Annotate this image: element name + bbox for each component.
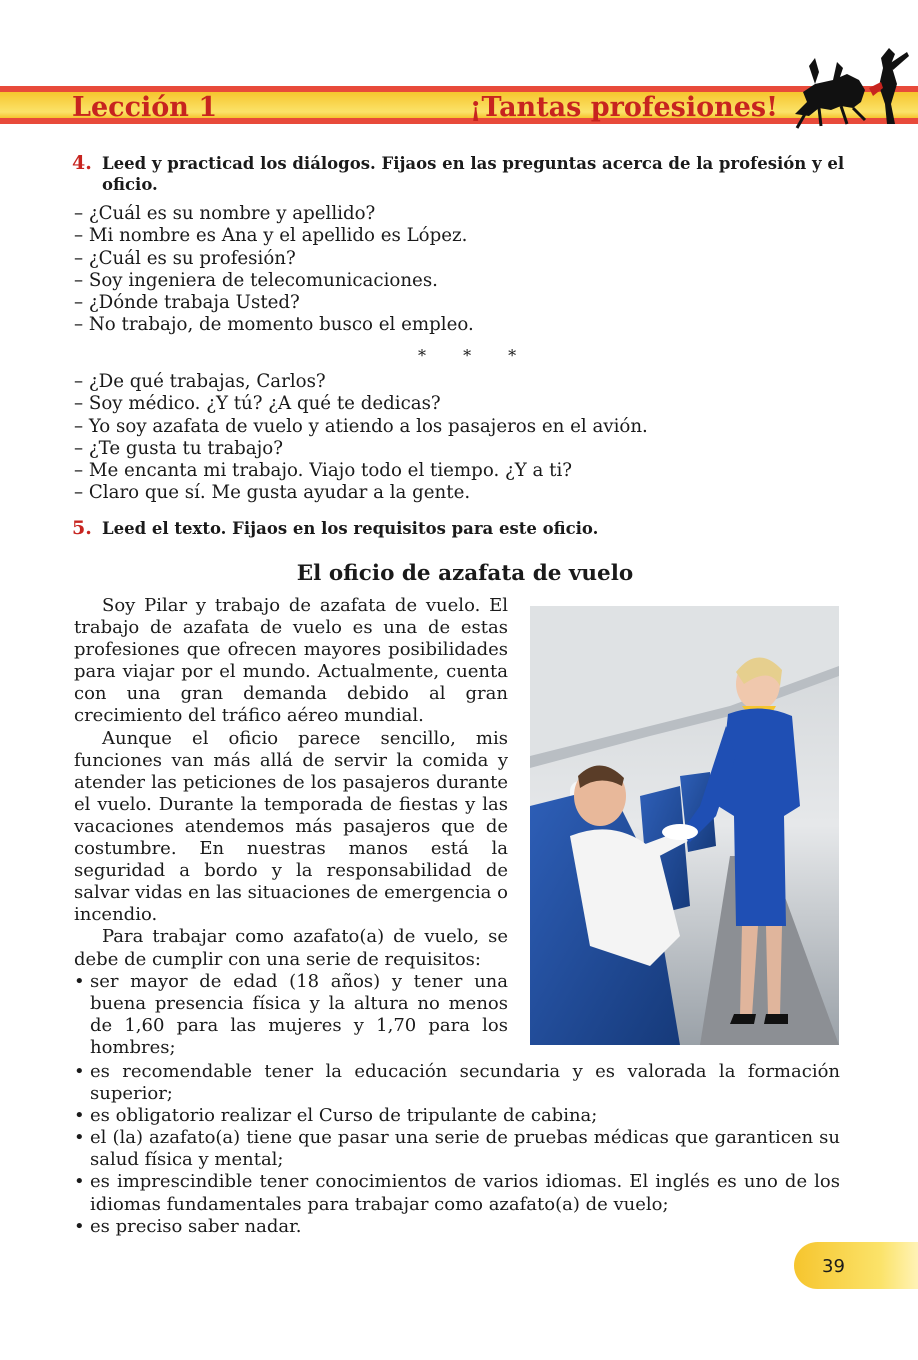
page-number-tab bbox=[794, 1242, 918, 1289]
page-number: 39 bbox=[822, 1256, 845, 1277]
dialog-line: – ¿Dónde trabaja Usted? bbox=[74, 292, 300, 314]
dialog-line: – Yo soy azafata de vuelo y atiendo a los pasajeros en el avión. bbox=[74, 415, 648, 437]
dialog-line: – Claro que sí. Me gusta ayudar a la gente. bbox=[74, 482, 471, 504]
dialog-1 bbox=[74, 203, 854, 337]
dialog-line: – ¿Cuál es su nombre y apellido? bbox=[74, 203, 376, 224]
exercise-4 bbox=[72, 153, 852, 195]
article-paragraph: Para trabajar como azafato(a) de vuelo, se debe de cumplir con una serie de requisitos: bbox=[74, 926, 508, 970]
dialog-line: – ¿Te gusta tu trabajo? bbox=[74, 437, 283, 459]
separator-asterisks: * * * bbox=[418, 346, 533, 365]
lesson-topic: ¡Tantas profesiones! bbox=[469, 92, 778, 123]
exercise-instruction: Leed y practicad los diálogos. Fijaos en las preguntas acerca de la profesión y el oficio. bbox=[102, 154, 845, 194]
exercise-number: 4. bbox=[72, 152, 92, 174]
requirement-item: • es imprescindible tener conocimientos de varios idiomas. El inglés es uno de los idiomas fundamentales para trabajar como azafato(a) de vuelo; bbox=[74, 1171, 840, 1215]
dialog-line: – ¿Cuál es su profesión? bbox=[74, 247, 296, 269]
lesson-title: Lección 1 bbox=[72, 92, 218, 123]
dialog-line: – Me encanta mi trabajo. Viajo todo el tiempo. ¿Y a ti? bbox=[74, 460, 573, 482]
requirement-item: • ser mayor de edad (18 años) y tener una buena presencia física y la altura no menos de 1,60 para las mujeres y 1,70 para los hombres; bbox=[74, 971, 508, 1059]
article-paragraph: Aunque el oficio parece sencillo, mis funciones van más allá de servir la comida y atender las peticiones de los pasajeros durante el vuelo. Durante la temporada de fiestas y las vacaciones atendemos más pasajeros que de costumbre. En nuestras manos está la seguridad a bordo y la responsabilidad de salvar vidas en las situaciones de emergencia o incendio. bbox=[74, 727, 508, 926]
exercise-instruction: Leed el texto. Fijaos en los requisitos para este oficio. bbox=[102, 519, 599, 538]
dialog-line: – Soy médico. ¿Y tú? ¿A qué te dedicas? bbox=[74, 393, 441, 415]
exercise-5 bbox=[72, 518, 852, 539]
article-title-text: El oficio de azafata de vuelo bbox=[296, 561, 634, 586]
dialog-line: – Soy ingeniera de telecomunicaciones. bbox=[74, 269, 438, 291]
dialog-2 bbox=[74, 371, 854, 505]
requirement-item: • es obligatorio realizar el Curso de tripulante de cabina; bbox=[74, 1105, 840, 1127]
article-paragraph: Soy Pilar y trabajo de azafata de vuelo. El trabajo de azafata de vuelo es una de estas profesiones que ofrecen mayores posibilidades para viajar por el mundo. Actualmente, cuenta con una gran demanda debido al gran crecimiento del tráfico aéreo mundial. bbox=[74, 595, 508, 727]
requirement-item: • el (la) azafato(a) tiene que pasar una serie de pruebas médicas que garanticen su salud física y mental; bbox=[74, 1127, 840, 1171]
requirement-item: • es preciso saber nadar. bbox=[74, 1216, 840, 1238]
requirements-list bbox=[74, 1061, 840, 1238]
article-title bbox=[0, 561, 918, 586]
dialog-line: – ¿De qué trabajas, Carlos? bbox=[74, 371, 326, 392]
exercise-number: 5. bbox=[72, 517, 92, 539]
dialog-line: – Mi nombre es Ana y el apellido es López. bbox=[74, 225, 468, 247]
dialog-line: – No trabajo, de momento busco el empleo. bbox=[74, 314, 474, 336]
article-body-narrow bbox=[74, 595, 508, 1059]
bullfighter-logo-icon bbox=[785, 44, 915, 132]
flight-attendant-photo bbox=[530, 606, 839, 1045]
requirement-item: • es recomendable tener la educación secundaria y es valorada la formación superior; bbox=[74, 1061, 840, 1105]
